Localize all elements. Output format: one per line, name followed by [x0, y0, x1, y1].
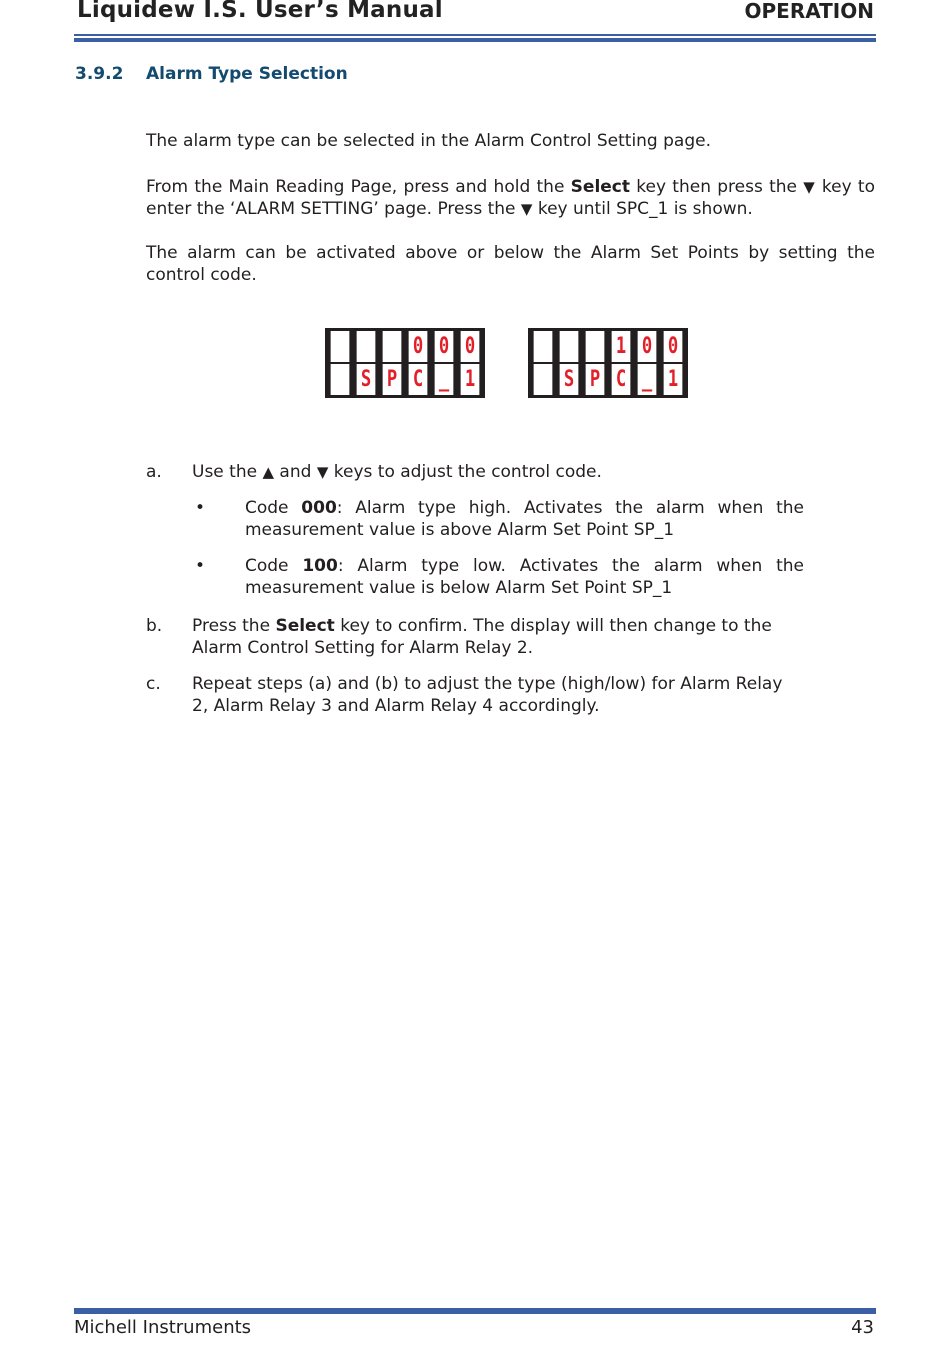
lcd-digit — [331, 331, 350, 362]
document-title: Liquidew I.S. User’s Manual — [77, 0, 443, 23]
page-number: 43 — [851, 1317, 874, 1338]
lcd-digit: _ — [638, 364, 657, 395]
lcd-digit: P — [586, 364, 605, 395]
lcd-digit: 0 — [409, 331, 428, 362]
footer-rule — [74, 1308, 876, 1314]
step-a-text-pre: Use the — [192, 462, 263, 482]
lcd-digit: 1 — [612, 331, 631, 362]
lcd-digit: 0 — [461, 331, 480, 362]
bullet-code-000 — [245, 497, 804, 541]
step-a-text-post: keys to adjust the control code. — [328, 462, 602, 482]
step-b-text — [192, 615, 804, 659]
lcd-digit: C — [612, 364, 631, 395]
step-b-label: b. — [146, 616, 163, 636]
lcd-digit — [586, 331, 605, 362]
bullet2-pre: Code — [245, 556, 303, 576]
lcd-digit — [534, 331, 553, 362]
header-rule-thick — [74, 38, 876, 42]
down-arrow-icon: ▼ — [803, 178, 816, 196]
paragraph-activation — [146, 242, 875, 286]
footer-company: Michell Instruments — [74, 1317, 252, 1338]
lcd-digit: 0 — [435, 331, 454, 362]
paragraph-intro — [146, 130, 875, 152]
lcd-digit: S — [357, 364, 376, 395]
step-a-text-mid: and — [274, 462, 317, 482]
step-a-text — [192, 461, 804, 483]
select-key-name: Select — [275, 616, 335, 636]
lcd-digit — [560, 331, 579, 362]
lcd-digit: S — [560, 364, 579, 395]
header-rule-thin — [74, 34, 876, 36]
down-arrow-icon: ▼ — [316, 463, 329, 481]
section-title: Alarm Type Selection — [146, 64, 348, 84]
step-b-text-pre: Press the — [192, 616, 276, 636]
step-c-text: Repeat steps (a) and (b) to adjust the type (high/low) for Alarm Relay 2, Alarm Relay 3 and Alarm Relay 4 accordingly. — [192, 674, 783, 716]
lcd-digit: _ — [435, 364, 454, 395]
bullet-code-100 — [245, 555, 804, 599]
paragraph-navigation — [146, 176, 875, 220]
p2-text-a: From the Main Reading Page, press and hold the — [146, 177, 571, 197]
up-arrow-icon: ▲ — [262, 463, 275, 481]
chapter-name: OPERATION — [744, 0, 874, 23]
select-key-name: Select — [570, 177, 631, 197]
code-value-000: 000 — [301, 498, 337, 518]
step-a-label: a. — [146, 462, 162, 482]
lcd-digit — [534, 364, 553, 395]
step-b-text-post: key to confirm. The display will then change to the Alarm Control Setting for Alarm Relay 2. — [192, 616, 772, 658]
bullet-icon: • — [195, 498, 206, 518]
p2-text-d: key until SPC_1 is shown. — [532, 199, 753, 219]
bullet1-pre: Code — [245, 498, 302, 518]
lcd-digit — [331, 364, 350, 395]
lcd-digit: 1 — [461, 364, 480, 395]
bullet1-post: : Alarm type high. Activates the alarm when the measurement value is above Alarm Set Point SP_1 — [245, 498, 804, 540]
lcd-digit — [357, 331, 376, 362]
lcd-digit: 0 — [638, 331, 657, 362]
paragraph-activation-text: The alarm can be activated above or below the Alarm Set Points by setting the control code. — [146, 243, 875, 285]
lcd-display-code-100 — [528, 328, 688, 398]
p2-text-b: key then press the — [630, 177, 804, 197]
code-value-100: 100 — [302, 556, 338, 576]
section-number: 3.9.2 — [75, 64, 124, 84]
step-c-label: c. — [146, 674, 161, 694]
lcd-digit: 0 — [664, 331, 683, 362]
header-rule — [74, 34, 876, 42]
lcd-digit: C — [409, 364, 428, 395]
bullet2-post: : Alarm type low. Activates the alarm when the measurement value is below Alarm Set Point SP_1 — [245, 556, 804, 598]
lcd-digit: P — [383, 364, 402, 395]
p2-text-c: key to enter the ‘ALARM SETTING’ page. Press the — [146, 177, 875, 219]
lcd-digit: 1 — [664, 364, 683, 395]
paragraph-intro-text: The alarm type can be selected in the Alarm Control Setting page. — [146, 131, 711, 151]
bullet-icon: • — [195, 556, 206, 576]
lcd-display-code-000 — [325, 328, 485, 398]
down-arrow-icon: ▼ — [520, 200, 533, 218]
lcd-digit — [383, 331, 402, 362]
